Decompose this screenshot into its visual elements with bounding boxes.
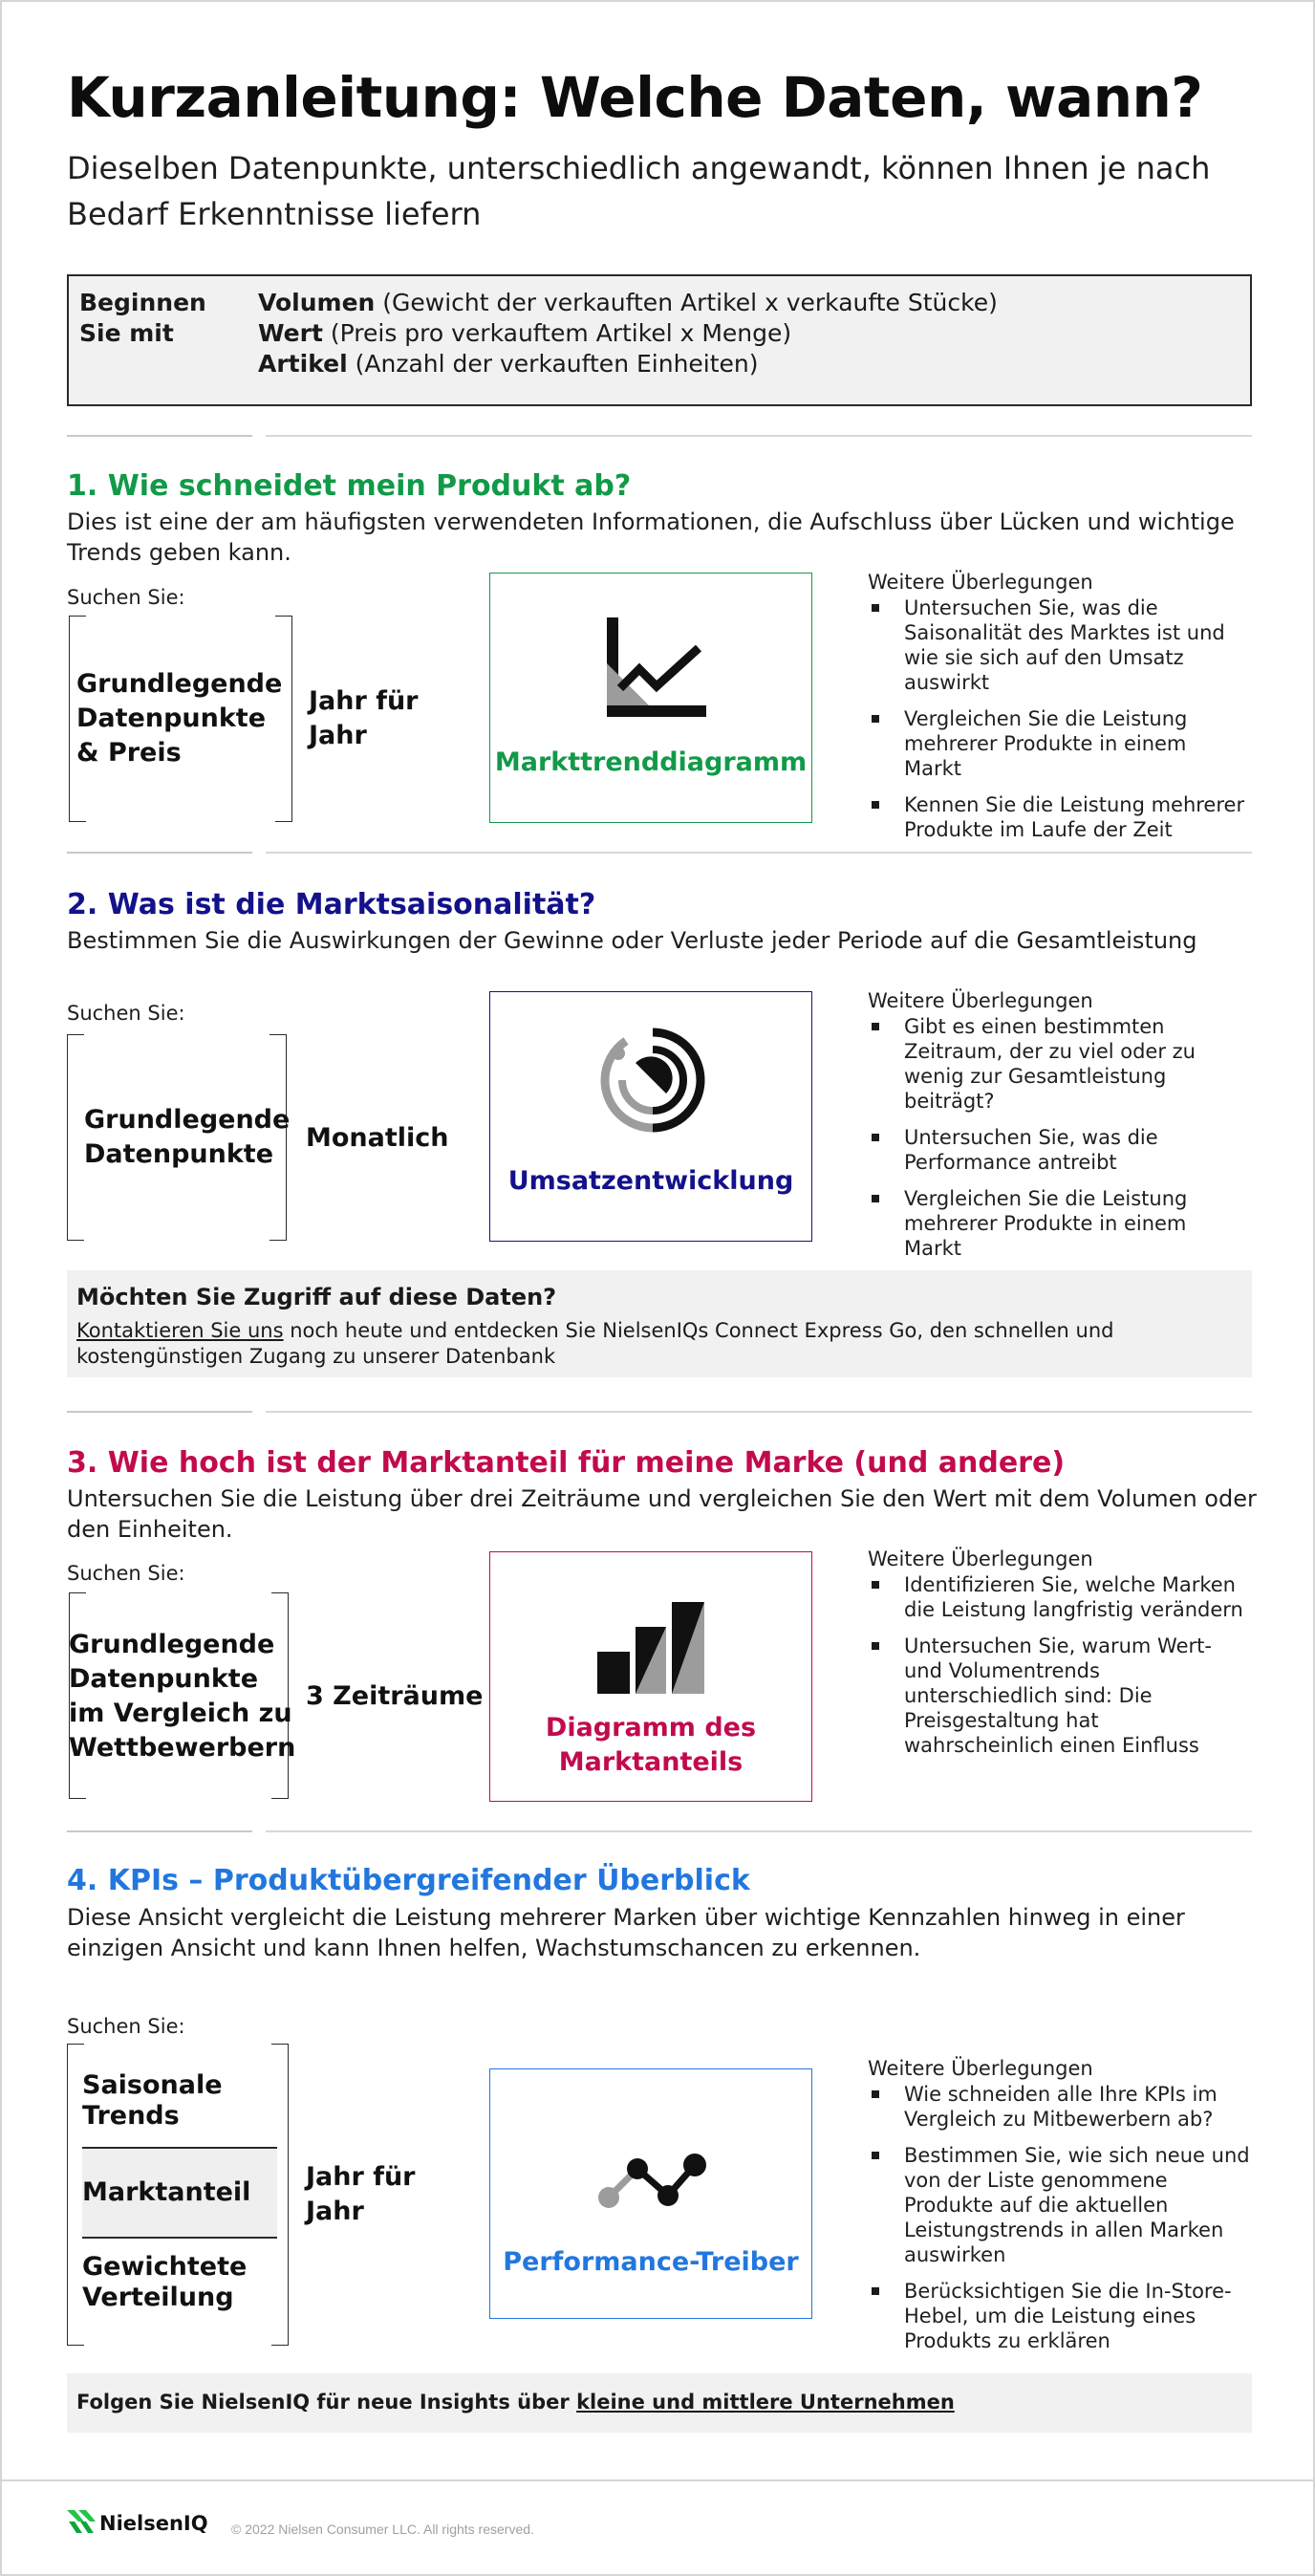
considerations-list [868, 2082, 1250, 2365]
considerations-heading: Weitere Überlegungen [868, 1548, 1093, 1570]
section-2-title: 2. Was ist die Marktsaisonalität? [67, 888, 596, 921]
considerations-heading: Weitere Überlegungen [868, 989, 1093, 1012]
considerations-heading: Weitere Überlegungen [868, 571, 1093, 594]
data-points-label: Grundlegende Datenpunkte & Preis [76, 669, 283, 768]
smb-link[interactable]: kleine und mittlere Unternehmen [576, 2391, 955, 2414]
follow-text: Folgen Sie NielsenIQ für neue Insights über kleine und mittlere Unternehmen [76, 2391, 955, 2414]
considerations-list [868, 1014, 1250, 1272]
section-3-description: Untersuchen Sie die Leistung über drei Zeiträume und vergleichen Sie den Wert mit dem Volumen oder den Einheiten. [67, 1485, 1257, 1543]
market-trend-card[interactable] [489, 573, 812, 823]
section-4-description: Diese Ansicht vergleicht die Leistung mehrerer Marken über wichtige Kennzahlen hinweg in einer einzigen Ansicht und kann Ihnen helfen, Wachstumschancen zu erkennen. [67, 1904, 1185, 1961]
start-item: Artikel (Anzahl der verkauften Einheiten) [258, 350, 759, 378]
data-points-label: Grundlegende Datenpunkte [84, 1105, 291, 1169]
data-access-box [67, 1270, 1252, 1377]
list-item: Berücksichtigen Sie die In-Store-Hebel, um die Leistung eines Produkts zu erklären [868, 2279, 1250, 2353]
start-item: Wert (Preis pro verkauftem Artikel x Menge) [258, 319, 792, 347]
copyright: © 2022 Nielsen Consumer LLC. All rights reserved. [231, 2522, 534, 2537]
section-2-description: Bestimmen Sie die Auswirkungen der Gewinne oder Verluste jeder Periode auf die Gesamtleistung [67, 927, 1197, 954]
data-points-label: Grundlegende Datenpunkte im Vergleich zu Wettbewerbern [69, 1630, 296, 1763]
period-label: 3 Zeiträume [306, 1681, 484, 1711]
follow-box [67, 2373, 1252, 2433]
contact-link[interactable]: Kontaktieren Sie uns [76, 1319, 284, 1342]
search-label: Suchen Sie: [67, 1562, 185, 1585]
card-title: Markttrenddiagramm [494, 747, 808, 777]
start-box [67, 274, 1252, 406]
list-item: Untersuchen Sie, was die Saisonalität des Marktes ist und wie sie sich auf den Umsatz auswirkt [868, 595, 1250, 695]
market-share-icon [595, 1600, 706, 1694]
period-label: Jahr für Jahr [306, 2162, 416, 2226]
access-text: Kontaktieren Sie uns noch heute und entdecken Sie NielsenIQs Connect Express Go, den schnellen und kostengünstigen Zugang zu unserer Datenbank [76, 1319, 1114, 1368]
divider [67, 435, 252, 437]
start-label: Beginnen Sie mit [79, 289, 206, 347]
kpi-seasonal-trends: Saisonale Trends [82, 2070, 223, 2131]
divider [67, 1830, 252, 1832]
period-label: Jahr für Jahr [309, 686, 419, 750]
access-title: Möchten Sie Zugriff auf diese Daten? [76, 1284, 557, 1310]
list-item: Gibt es einen bestimmten Zeitraum, der zu viel oder zu wenig zur Gesamtleistung beiträgt? [868, 1014, 1250, 1114]
start-item: Volumen (Gewicht der verkauften Artikel x verkaufte Stücke) [258, 289, 998, 316]
start-items [258, 288, 998, 379]
search-label: Suchen Sie: [67, 2015, 185, 2038]
list-item: Wie schneiden alle Ihre KPIs im Vergleich zu Mitbewerbern ab? [868, 2082, 1250, 2132]
footer-divider [2, 2479, 1313, 2481]
list-item: Identifizieren Sie, welche Marken die Leistung langfristig verändern [868, 1572, 1250, 1622]
page-title: Kurzanleitung: Welche Daten, wann? [67, 65, 1203, 130]
performance-driver-icon [597, 2152, 708, 2209]
logo-text: NielsenIQ [99, 2512, 208, 2535]
section-1-title: 1. Wie schneidet mein Produkt ab? [67, 469, 632, 503]
divider [266, 852, 1252, 854]
card-title: Diagramm des Marktanteils [545, 1713, 757, 1777]
section-4-title: 4. KPIs – Produktübergreifender Überblick [67, 1864, 750, 1897]
period-label: Monatlich [306, 1123, 449, 1153]
kpi-weighted-distribution: Gewichtete Verteilung [82, 2252, 248, 2312]
divider [67, 1411, 252, 1413]
list-item: Kennen Sie die Leistung mehrerer Produkte im Laufe der Zeit [868, 792, 1250, 842]
market-trend-icon [595, 606, 710, 719]
considerations-list [868, 1572, 1250, 1769]
sales-development-icon [597, 1025, 708, 1136]
kpi-market-share: Marktanteil [82, 2177, 251, 2207]
list-item: Untersuchen Sie, warum Wert- und Volumentrends unterschiedlich sind: Die Preisgestaltung hat wahrscheinlich einen Einfluss [868, 1634, 1250, 1758]
list-item: Vergleichen Sie die Leistung mehrerer Produkte in einem Markt [868, 706, 1250, 781]
card-title: Umsatzentwicklung [507, 1166, 794, 1196]
kpi-list [67, 2044, 289, 2346]
section-1-description: Dies ist eine der am häufigsten verwendeten Informationen, die Aufschluss über Lücken und wichtige Trends geben kann. [67, 509, 1235, 566]
search-label: Suchen Sie: [67, 1002, 185, 1025]
nielseniq-logo-icon [67, 2510, 97, 2533]
section-3-title: 3. Wie hoch ist der Marktanteil für meine Marke (und andere) [67, 1446, 1066, 1480]
market-share-card[interactable] [489, 1551, 812, 1802]
search-label: Suchen Sie: [67, 586, 185, 609]
page-subtitle: Dieselben Datenpunkte, unterschiedlich angewandt, können Ihnen je nach Bedarf Erkenntnisse liefern [67, 150, 1211, 232]
divider [266, 435, 1252, 437]
performance-driver-card[interactable] [489, 2068, 812, 2319]
sales-development-card[interactable] [489, 991, 812, 1242]
divider [266, 1411, 1252, 1413]
list-item: Vergleichen Sie die Leistung mehrerer Produkte in einem Markt [868, 1186, 1250, 1261]
divider [67, 852, 252, 854]
list-item: Bestimmen Sie, wie sich neue und von der Liste genommene Produkte auf die aktuellen Leistungstrends in allen Marken auswirken [868, 2143, 1250, 2267]
considerations-list [868, 595, 1250, 854]
considerations-heading: Weitere Überlegungen [868, 2057, 1093, 2080]
divider [266, 1830, 1252, 1832]
card-title: Performance-Treiber [503, 2247, 799, 2277]
list-item: Untersuchen Sie, was die Performance antreibt [868, 1125, 1250, 1175]
